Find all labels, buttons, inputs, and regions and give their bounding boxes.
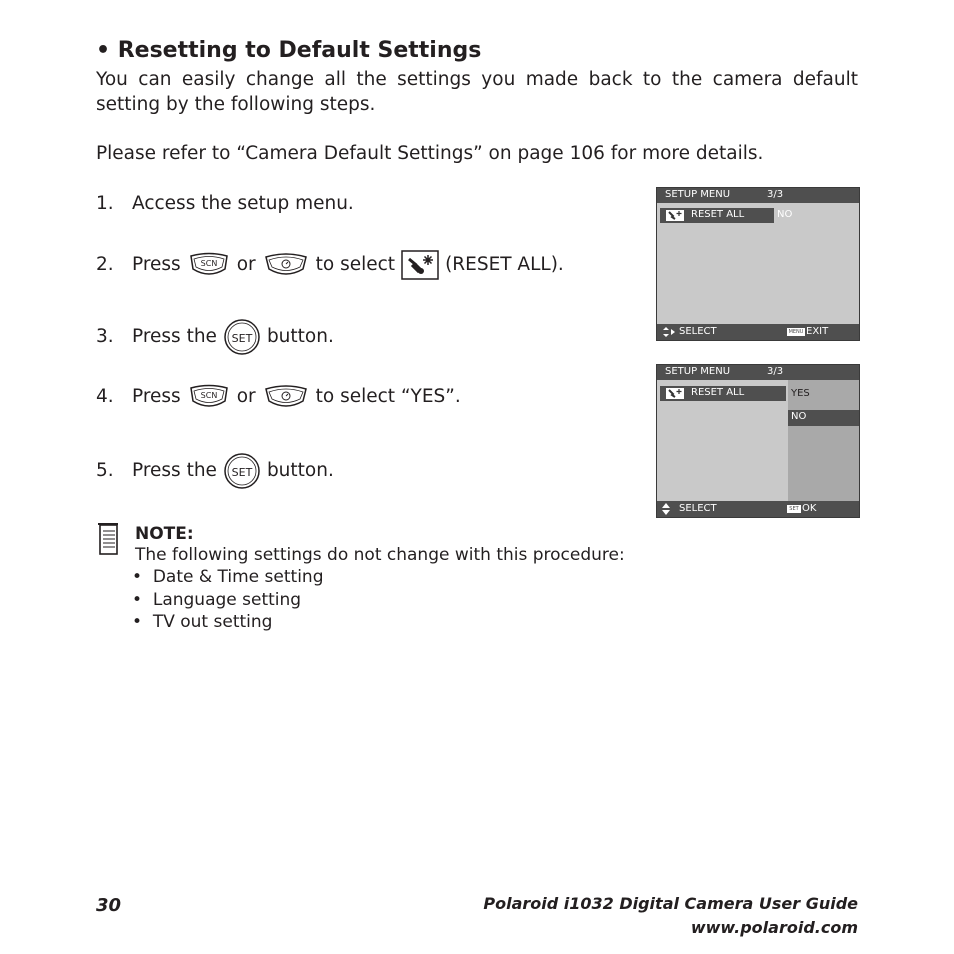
four-way-arrow-icon [661, 326, 677, 338]
step-text-or: or [236, 386, 256, 407]
lcd-exit-label: EXIT [806, 326, 829, 337]
lcd-option-no: NO [791, 411, 807, 422]
lcd-title-bar [657, 365, 859, 380]
step-number: 2. [96, 254, 114, 275]
step-number: 1. [96, 193, 114, 214]
guide-title: Polaroid i1032 Digital Camera User Guide [483, 894, 858, 913]
lcd-status-bar [657, 324, 859, 340]
reset-all-icon [666, 388, 684, 399]
refer-paragraph: Please refer to “Camera Default Settings” on page 106 for more details. [96, 143, 764, 164]
note-bullet: • Language setting [132, 590, 302, 610]
step-number: 3. [96, 326, 114, 347]
lcd-title-bar [657, 188, 859, 203]
step-5 [96, 452, 334, 490]
step-2 [96, 250, 564, 280]
step-4 [96, 384, 461, 410]
step-text-tail: (RESET ALL). [445, 254, 564, 275]
step-text-press-the: Press the [132, 460, 217, 481]
note-bullet-text: Language setting [152, 590, 302, 610]
step-text-to-select: to select “YES”. [315, 386, 461, 407]
step-1 [96, 191, 354, 217]
lcd-selected-row [660, 208, 774, 223]
self-timer-button-icon [262, 252, 310, 278]
lcd-selected-row [660, 386, 786, 401]
step-text-button: button. [266, 460, 334, 481]
lcd-item-label: RESET ALL [691, 387, 745, 398]
notepad-icon [97, 522, 119, 556]
step-3 [96, 318, 334, 356]
note-bullet-text: Date & Time setting [152, 567, 324, 587]
lcd-page: 3/3 [767, 189, 784, 200]
step-text-or: or [236, 254, 256, 275]
lcd-option-no-highlight [788, 410, 859, 426]
scn-button-icon [187, 384, 231, 410]
lcd-title: SETUP MENU [665, 366, 731, 377]
set-button-icon [223, 452, 261, 490]
lcd-select-label: SELECT [679, 326, 717, 337]
step-number: 4. [96, 386, 114, 407]
step-text-press-the: Press the [132, 326, 217, 347]
up-down-arrow-icon [661, 502, 671, 516]
intro-paragraph: You can easily change all the settings you made back to the camera default setting by the following steps. [96, 69, 858, 115]
lcd-select-label: SELECT [679, 503, 717, 514]
menu-button-icon: MENU [788, 329, 804, 335]
note-bullet: • Date & Time setting [132, 567, 324, 587]
scn-label: SCN [200, 259, 218, 268]
step-text-press: Press [132, 386, 181, 407]
note-bullet-text: TV out setting [152, 612, 273, 632]
section-heading: • Resetting to Default Settings [96, 38, 482, 63]
lcd-title: SETUP MENU [665, 189, 731, 200]
lcd-option-yes: YES [791, 388, 810, 399]
lcd-ok-label: OK [802, 503, 817, 514]
lcd-item-label: RESET ALL [691, 209, 745, 220]
reset-all-icon [401, 250, 439, 280]
scn-label: SCN [200, 391, 218, 400]
note-title: NOTE: [135, 524, 194, 544]
lcd-options-panel [788, 380, 859, 501]
step-text-press: Press [132, 254, 181, 275]
lcd-screen-reset-options [656, 364, 860, 518]
lcd-screen-reset-no [656, 187, 860, 341]
step-number: 5. [96, 460, 114, 481]
website-url: www.polaroid.com [690, 918, 858, 937]
scn-button-icon [187, 252, 231, 278]
set-button-icon: SET [787, 505, 801, 513]
lcd-item-value: NO [777, 209, 793, 220]
step-text: Access the setup menu. [132, 193, 354, 214]
self-timer-button-icon [262, 384, 310, 410]
page-number: 30 [96, 895, 122, 916]
note-text: The following settings do not change with this procedure: [135, 545, 625, 565]
set-label: SET [231, 332, 253, 345]
lcd-page: 3/3 [767, 366, 784, 377]
set-button-icon [223, 318, 261, 356]
reset-all-icon [666, 210, 684, 221]
set-label: SET [231, 466, 253, 479]
lcd-status-bar [657, 501, 859, 517]
step-text-to-select: to select [315, 254, 396, 275]
note-bullet: • TV out setting [132, 612, 273, 632]
step-text-button: button. [266, 326, 334, 347]
